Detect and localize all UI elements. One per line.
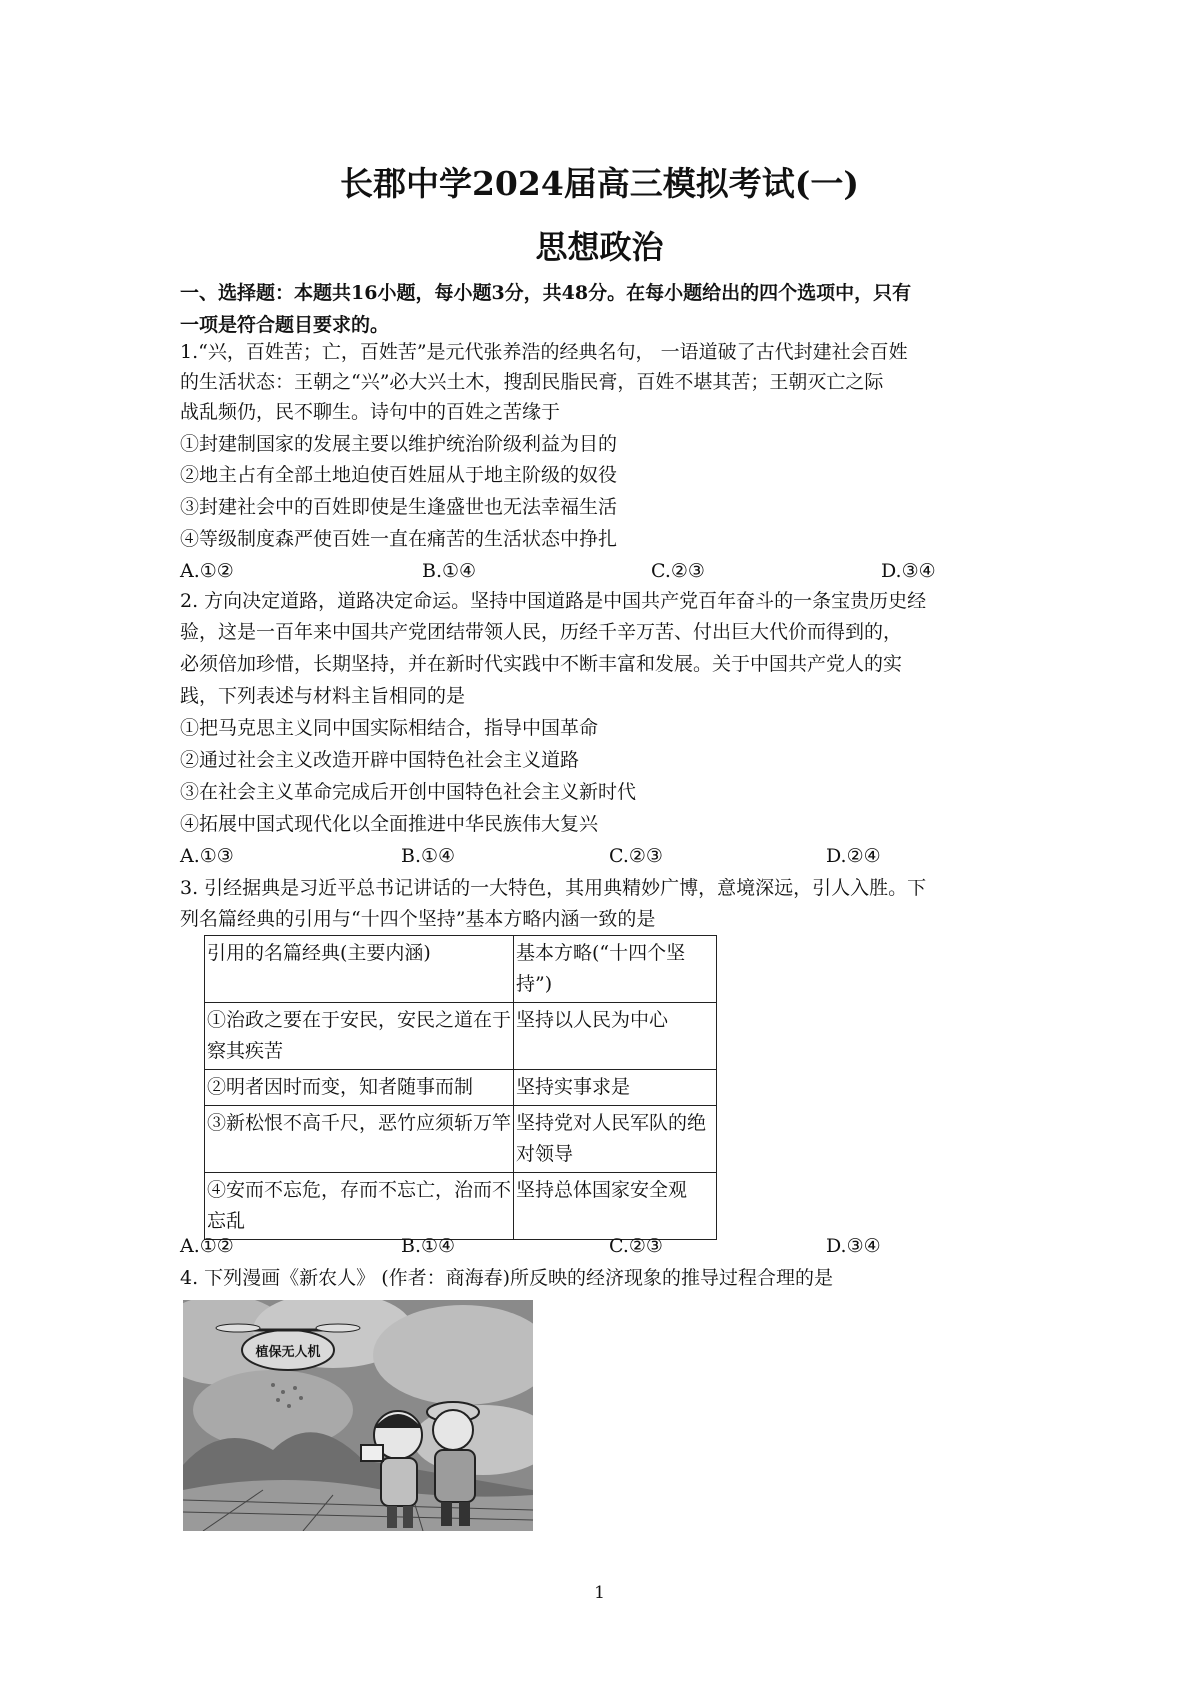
exam-title: 长郡中学2024届高三模拟考试(一): [339, 164, 860, 203]
table-cell: ③新松恨不高千尺，恶竹应须斩万竿: [205, 1106, 514, 1173]
subject-title: 思想政治: [535, 228, 664, 266]
q1-stem-line: 的生活状态：王朝之“兴”必大兴土木，搜刮民脂民膏，百姓不堪其苦；王朝灭亡之际: [180, 371, 884, 393]
q3-stem-line: 列名篇经典的引用与“十四个坚持”基本方略内涵一致的是: [180, 908, 656, 930]
table-cell: 坚持以人民为中心: [514, 1003, 717, 1070]
cartoon-image: [183, 1300, 533, 1531]
q2-statement: ②通过社会主义改造开辟中国特色社会主义道路: [180, 749, 580, 771]
table-header-cell: 基本方略(“十四个坚持”): [514, 936, 717, 1003]
q3-option-c[interactable]: C.②③: [609, 1235, 663, 1257]
q2-stem-line: 2. 方向决定道路，道路决定命运。坚持中国道路是中国共产党百年奋斗的一条宝贵历史经: [180, 590, 927, 612]
q1-statement: ②地主占有全部土地迫使百姓屈从于地主阶级的奴役: [180, 464, 618, 486]
q1-option-b[interactable]: B.①④: [422, 560, 477, 582]
q2-option-d[interactable]: D.②④: [826, 845, 881, 867]
table-row: [205, 1070, 717, 1106]
q2-option-b[interactable]: B.①④: [401, 845, 456, 867]
q1-statement: ①封建制国家的发展主要以维护统治阶级利益为目的: [180, 433, 618, 455]
q3-option-a[interactable]: A.①②: [180, 1235, 234, 1257]
table-header-cell: 引用的名篇经典(主要内涵): [205, 936, 514, 1003]
q2-statement: ④拓展中国式现代化以全面推进中华民族伟大复兴: [180, 813, 599, 835]
table-cell: ④安而不忘危，存而不忘亡，治而不忘乱: [205, 1173, 514, 1240]
q2-statement: ③在社会主义革命完成后开创中国特色社会主义新时代: [180, 781, 637, 803]
page-number: 1: [594, 1583, 605, 1603]
table-cell: ②明者因时而变，知者随事而制: [205, 1070, 514, 1106]
section-heading-line: 一、选择题：本题共16小题，每小题3分，共48分。在每小题给出的四个选项中，只有: [180, 282, 912, 304]
q3-table: [204, 935, 717, 1240]
q1-option-c[interactable]: C.②③: [651, 560, 705, 582]
q2-stem-line: 必须倍加珍惜，长期坚持，并在新时代实践中不断丰富和发展。关于中国共产党人的实: [180, 653, 903, 675]
table-header-row: [205, 936, 717, 1003]
drone-label: 植保无人机: [255, 1345, 321, 1360]
section-heading: [180, 277, 1030, 341]
q2-stem-line: 验，这是一百年来中国共产党团结带领人民，历经千辛万苦、付出巨大代价而得到的，: [180, 621, 903, 643]
q2-option-c[interactable]: C.②③: [609, 845, 663, 867]
q3-stem-line: 3. 引经据典是习近平总书记讲话的一大特色，其用典精妙广博，意境深远，引人入胜。下: [180, 877, 927, 899]
q1-option-a[interactable]: A.①②: [180, 560, 234, 582]
q2-stem-line: 践，下列表述与材料主旨相同的是: [180, 685, 466, 707]
q2-option-a[interactable]: A.①③: [180, 845, 234, 867]
q4-stem-line: 4. 下列漫画《新农人》 (作者：商海春)所反映的经济现象的推导过程合理的是: [180, 1267, 834, 1289]
table-row: [205, 1173, 717, 1240]
q1-stem-line: 战乱频仍，民不聊生。诗句中的百姓之苦缘于: [180, 401, 561, 423]
table-cell: 坚持实事求是: [514, 1070, 717, 1106]
table-cell: 坚持总体国家安全观: [514, 1173, 717, 1240]
q2-statement: ①把马克思主义同中国实际相结合，指导中国革命: [180, 717, 599, 739]
q1-option-d[interactable]: D.③④: [881, 560, 936, 582]
section-heading-line: 一项是符合题目要求的。: [180, 314, 390, 336]
q3-option-b[interactable]: B.①④: [401, 1235, 456, 1257]
q1-stem-line: 1.“兴，百姓苦；亡，百姓苦”是元代张养浩的经典名句， 一语道破了古代封建社会百姓: [180, 341, 908, 363]
q1-statement: ④等级制度森严使百姓一直在痛苦的生活状态中挣扎: [180, 528, 618, 550]
q3-option-d[interactable]: D.③④: [826, 1235, 881, 1257]
q1-statement: ③封建社会中的百姓即使是生逢盛世也无法幸福生活: [180, 496, 618, 518]
table-row: [205, 1003, 717, 1070]
table-cell: 坚持党对人民军队的绝对领导: [514, 1106, 717, 1173]
table-row: [205, 1106, 717, 1173]
table-cell: ①治政之要在于安民，安民之道在于察其疾苦: [205, 1003, 514, 1070]
